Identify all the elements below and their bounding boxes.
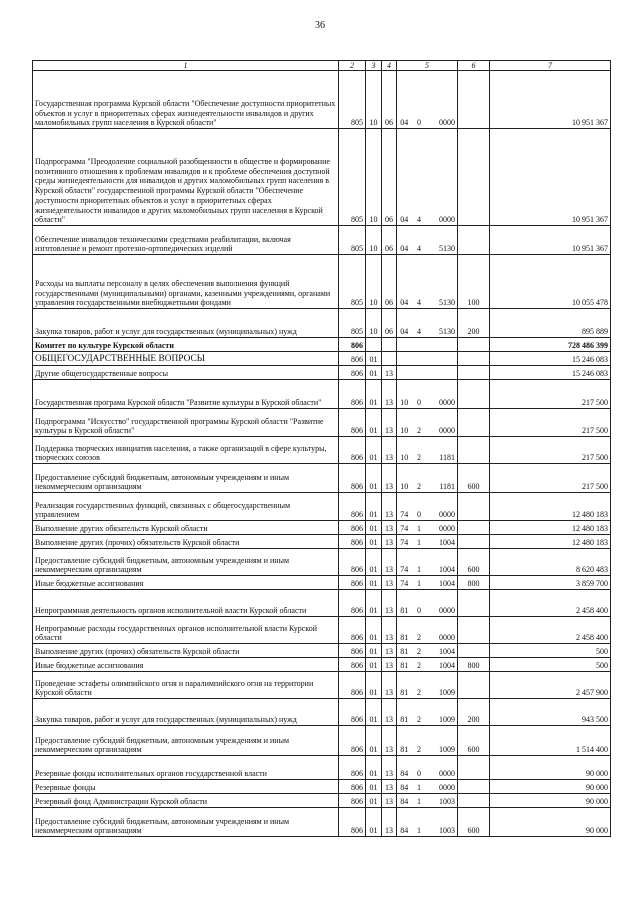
row-target-program: 04 — [397, 226, 412, 255]
row-amount: 90 000 — [490, 756, 611, 780]
row-ved: 806 — [339, 493, 366, 521]
row-subsection: 13 — [382, 535, 397, 549]
row-target-program: 74 — [397, 549, 412, 576]
row-target-subprogram: 2 — [412, 644, 427, 658]
row-target-subprogram: 0 — [412, 71, 427, 129]
row-target-program — [397, 352, 412, 366]
row-expense-type: 600 — [458, 464, 490, 493]
row-name: Иные бюджетные ассигнования — [33, 576, 339, 590]
row-target-program — [397, 338, 412, 352]
row-target-subprogram: 2 — [412, 464, 427, 493]
table-row — [33, 672, 611, 699]
row-name: Выполнение других обязательств Курской области — [33, 521, 339, 535]
row-subsection: 13 — [382, 521, 397, 535]
header-col-2: 2 — [339, 61, 366, 71]
row-ved: 806 — [339, 780, 366, 794]
row-target-program: 04 — [397, 129, 412, 226]
table-row — [33, 644, 611, 658]
row-expense-type — [458, 756, 490, 780]
row-name: Предоставление субсидий бюджетным, автономным учреждениям и иным некоммерческим организациям — [33, 808, 339, 837]
row-subsection: 13 — [382, 366, 397, 380]
row-section: 01 — [366, 380, 382, 409]
row-ved: 806 — [339, 808, 366, 837]
row-section: 01 — [366, 644, 382, 658]
row-name: Выполнение других (прочих) обязательств Курской области — [33, 535, 339, 549]
row-subsection: 06 — [382, 309, 397, 338]
row-target-code: 1004 — [427, 644, 458, 658]
row-expense-type — [458, 71, 490, 129]
row-target-code: 1009 — [427, 672, 458, 699]
row-ved: 805 — [339, 226, 366, 255]
row-target-subprogram: 1 — [412, 576, 427, 590]
row-name: Непрограммная деятельность органов исполнительной власти Курской области — [33, 590, 339, 617]
row-target-program: 81 — [397, 726, 412, 756]
table-row — [33, 521, 611, 535]
row-name: Расходы на выплаты персоналу в целях обеспечения выполнения функций государственными (муниципальными) органами, казенными учреждениями, органами управления государственными внебюджетными фондами — [33, 255, 339, 309]
row-ved: 806 — [339, 409, 366, 437]
row-ved: 806 — [339, 672, 366, 699]
row-section: 01 — [366, 493, 382, 521]
row-ved: 805 — [339, 255, 366, 309]
row-ved: 806 — [339, 590, 366, 617]
row-target-code: 5130 — [427, 309, 458, 338]
row-expense-type — [458, 226, 490, 255]
row-target-code: 1004 — [427, 549, 458, 576]
table-row — [33, 437, 611, 464]
row-ved: 806 — [339, 380, 366, 409]
row-target-program: 10 — [397, 380, 412, 409]
row-name: Другие общегосударственные вопросы — [33, 366, 339, 380]
table-row — [33, 309, 611, 338]
row-target-code: 0000 — [427, 617, 458, 644]
row-subsection: 13 — [382, 780, 397, 794]
row-target-program: 84 — [397, 808, 412, 837]
page-number: 36 — [315, 20, 325, 31]
row-amount: 217 500 — [490, 380, 611, 409]
row-amount: 90 000 — [490, 808, 611, 837]
row-target-code: 1181 — [427, 464, 458, 493]
row-amount: 217 500 — [490, 464, 611, 493]
table-row — [33, 756, 611, 780]
row-target-program: 10 — [397, 437, 412, 464]
row-amount: 10 951 367 — [490, 226, 611, 255]
table-row — [33, 726, 611, 756]
row-target-subprogram: 2 — [412, 409, 427, 437]
row-expense-type: 200 — [458, 699, 490, 726]
row-target-program: 04 — [397, 309, 412, 338]
table-row — [33, 794, 611, 808]
row-target-program: 81 — [397, 590, 412, 617]
row-amount: 12 480 183 — [490, 521, 611, 535]
row-section: 01 — [366, 726, 382, 756]
row-expense-type — [458, 352, 490, 366]
table-row — [33, 535, 611, 549]
row-expense-type: 800 — [458, 576, 490, 590]
row-expense-type — [458, 590, 490, 617]
row-name: Комитет по культуре Курской области — [33, 338, 339, 352]
row-expense-type — [458, 366, 490, 380]
row-subsection: 13 — [382, 464, 397, 493]
row-subsection: 13 — [382, 549, 397, 576]
row-expense-type — [458, 338, 490, 352]
row-target-code: 0000 — [427, 780, 458, 794]
row-expense-type: 600 — [458, 726, 490, 756]
row-target-code: 5130 — [427, 255, 458, 309]
table-row — [33, 576, 611, 590]
row-target-code: 1003 — [427, 794, 458, 808]
row-expense-type — [458, 794, 490, 808]
row-expense-type — [458, 644, 490, 658]
row-target-program: 84 — [397, 756, 412, 780]
row-expense-type — [458, 380, 490, 409]
row-target-subprogram: 1 — [412, 521, 427, 535]
header-col-5: 5 — [397, 61, 458, 71]
row-section: 01 — [366, 549, 382, 576]
row-ved: 806 — [339, 726, 366, 756]
row-ved: 806 — [339, 535, 366, 549]
row-subsection: 13 — [382, 617, 397, 644]
table-row — [33, 780, 611, 794]
header-row — [33, 61, 611, 71]
row-section: 10 — [366, 71, 382, 129]
row-name: Непрограмные расходы государственных органов исполнительной власти Курской области — [33, 617, 339, 644]
row-name: Подпрограмма "Преодоление социальной разобщенности в обществе и формирование позитивного отношения к проблемам инвалидов и к проблеме обеспечения доступной среды жизнедеятельности для инвалидов и других маломобильных групп населения в Курской области" государственной программы Курской области "Обеспечение доступности приоритетных объектов и услуг в приоритетных сферах жизнедеятельности инвалидов и других маломобильных групп населения в Курской области" — [33, 129, 339, 226]
table-row — [33, 658, 611, 672]
row-target-subprogram: 2 — [412, 658, 427, 672]
row-subsection: 13 — [382, 576, 397, 590]
row-expense-type — [458, 493, 490, 521]
row-name: Закупка товаров, работ и услуг для государственных (муниципальных) нужд — [33, 699, 339, 726]
row-expense-type — [458, 409, 490, 437]
row-name: Государственная программа Курской области "Обеспечение доступности приоритетных объектов и услуг в приоритетных сферах жизнедеятельности инвалидов и других маломобильных групп населения в Курской области" — [33, 71, 339, 129]
row-section: 01 — [366, 521, 382, 535]
row-target-program: 81 — [397, 644, 412, 658]
row-target-code: 0000 — [427, 756, 458, 780]
row-amount: 500 — [490, 658, 611, 672]
row-target-subprogram — [412, 366, 427, 380]
row-target-subprogram — [412, 352, 427, 366]
row-expense-type: 800 — [458, 658, 490, 672]
row-target-code: 0000 — [427, 380, 458, 409]
table-row — [33, 699, 611, 726]
row-target-program: 74 — [397, 535, 412, 549]
row-expense-type — [458, 617, 490, 644]
header-col-4: 4 — [382, 61, 397, 71]
row-target-program: 81 — [397, 658, 412, 672]
row-target-code: 5130 — [427, 226, 458, 255]
row-section: 01 — [366, 794, 382, 808]
row-section: 01 — [366, 617, 382, 644]
row-expense-type — [458, 672, 490, 699]
table-row — [33, 338, 611, 352]
row-subsection: 13 — [382, 380, 397, 409]
row-section — [366, 338, 382, 352]
row-subsection: 13 — [382, 808, 397, 837]
row-ved: 806 — [339, 366, 366, 380]
row-amount: 12 480 183 — [490, 493, 611, 521]
row-subsection — [382, 352, 397, 366]
row-subsection: 13 — [382, 409, 397, 437]
row-section: 01 — [366, 808, 382, 837]
row-amount: 2 458 400 — [490, 590, 611, 617]
row-amount: 2 457 900 — [490, 672, 611, 699]
header-col-3: 3 — [366, 61, 382, 71]
row-target-program: 74 — [397, 576, 412, 590]
table-row — [33, 129, 611, 226]
row-section: 01 — [366, 756, 382, 780]
row-target-program: 81 — [397, 672, 412, 699]
row-section: 01 — [366, 409, 382, 437]
row-target-subprogram: 4 — [412, 309, 427, 338]
row-name: Поддержка творческих инициатив населения, а также организаций в сфере культуры, творческих союзов — [33, 437, 339, 464]
header-col-1: 1 — [33, 61, 339, 71]
row-amount: 728 486 399 — [490, 338, 611, 352]
row-amount: 90 000 — [490, 794, 611, 808]
row-subsection: 13 — [382, 756, 397, 780]
row-target-program: 74 — [397, 521, 412, 535]
row-ved: 806 — [339, 576, 366, 590]
row-target-code: 1004 — [427, 658, 458, 672]
table-row — [33, 617, 611, 644]
row-section: 10 — [366, 309, 382, 338]
row-subsection — [382, 338, 397, 352]
row-section: 01 — [366, 366, 382, 380]
row-target-code: 1009 — [427, 699, 458, 726]
row-section: 01 — [366, 780, 382, 794]
table-row — [33, 464, 611, 493]
row-subsection: 13 — [382, 658, 397, 672]
row-target-subprogram: 0 — [412, 493, 427, 521]
row-section: 01 — [366, 464, 382, 493]
row-target-program: 74 — [397, 493, 412, 521]
row-amount: 217 500 — [490, 409, 611, 437]
row-section: 10 — [366, 255, 382, 309]
table-row — [33, 409, 611, 437]
table-row — [33, 366, 611, 380]
row-amount: 2 458 400 — [490, 617, 611, 644]
row-ved: 806 — [339, 699, 366, 726]
row-target-subprogram: 2 — [412, 437, 427, 464]
row-section: 01 — [366, 699, 382, 726]
row-ved: 806 — [339, 658, 366, 672]
row-expense-type — [458, 521, 490, 535]
header-col-7: 7 — [490, 61, 611, 71]
row-expense-type: 600 — [458, 549, 490, 576]
row-target-program: 10 — [397, 409, 412, 437]
row-target-subprogram: 1 — [412, 808, 427, 837]
row-target-code: 0000 — [427, 493, 458, 521]
row-amount: 10 055 478 — [490, 255, 611, 309]
row-name: Резервный фонд Администрации Курской области — [33, 794, 339, 808]
row-section: 01 — [366, 590, 382, 617]
row-name: Выполнение других (прочих) обязательств Курской области — [33, 644, 339, 658]
row-target-code: 0000 — [427, 71, 458, 129]
row-target-code: 1004 — [427, 576, 458, 590]
row-section: 01 — [366, 437, 382, 464]
row-subsection: 13 — [382, 590, 397, 617]
row-ved: 806 — [339, 437, 366, 464]
row-ved: 806 — [339, 464, 366, 493]
row-ved: 806 — [339, 617, 366, 644]
row-name: Предоставление субсидий бюджетным, автономным учреждениям и иным некоммерческим организациям — [33, 549, 339, 576]
row-target-program: 81 — [397, 699, 412, 726]
row-target-code: 1009 — [427, 726, 458, 756]
row-expense-type: 200 — [458, 309, 490, 338]
row-ved: 806 — [339, 521, 366, 535]
table-row — [33, 255, 611, 309]
row-target-code — [427, 366, 458, 380]
row-name: Закупка товаров, работ и услуг для государственных (муниципальных) нужд — [33, 309, 339, 338]
row-amount: 10 951 367 — [490, 71, 611, 129]
row-subsection: 13 — [382, 437, 397, 464]
row-target-program — [397, 366, 412, 380]
row-target-subprogram: 2 — [412, 617, 427, 644]
row-target-subprogram: 1 — [412, 549, 427, 576]
row-name: Реализация государственных функций, связанных с общегосударственным управлением — [33, 493, 339, 521]
row-subsection: 06 — [382, 226, 397, 255]
row-target-code: 1181 — [427, 437, 458, 464]
row-ved: 806 — [339, 338, 366, 352]
row-target-subprogram — [412, 338, 427, 352]
table-row — [33, 380, 611, 409]
row-ved: 805 — [339, 309, 366, 338]
row-subsection: 13 — [382, 672, 397, 699]
row-ved: 805 — [339, 71, 366, 129]
row-ved: 806 — [339, 644, 366, 658]
row-target-subprogram: 1 — [412, 780, 427, 794]
row-target-subprogram: 2 — [412, 672, 427, 699]
row-expense-type: 600 — [458, 808, 490, 837]
row-expense-type: 100 — [458, 255, 490, 309]
row-target-subprogram: 2 — [412, 726, 427, 756]
row-target-subprogram: 4 — [412, 129, 427, 226]
row-name: Государственная програма Курской области "Развитие культуры в Курской области" — [33, 380, 339, 409]
row-target-subprogram: 4 — [412, 226, 427, 255]
row-target-code — [427, 338, 458, 352]
row-name: Подпрограмма "Искусство" государственной программы Курской области "Развитие культуры в Курской области" — [33, 409, 339, 437]
row-expense-type — [458, 780, 490, 794]
table-row — [33, 71, 611, 129]
row-subsection: 13 — [382, 699, 397, 726]
row-section: 10 — [366, 129, 382, 226]
row-target-program: 84 — [397, 794, 412, 808]
row-target-program: 04 — [397, 255, 412, 309]
header-col-6: 6 — [458, 61, 490, 71]
row-name: Резервные фонды — [33, 780, 339, 794]
row-name: Резервные фонды исполнительных органов государственной власти — [33, 756, 339, 780]
row-expense-type — [458, 437, 490, 464]
table-row — [33, 226, 611, 255]
row-subsection: 06 — [382, 255, 397, 309]
row-target-code: 1004 — [427, 535, 458, 549]
row-subsection: 13 — [382, 493, 397, 521]
row-amount: 10 951 367 — [490, 129, 611, 226]
row-target-code — [427, 352, 458, 366]
table-row — [33, 352, 611, 366]
row-ved: 806 — [339, 352, 366, 366]
row-amount: 895 889 — [490, 309, 611, 338]
row-target-subprogram: 1 — [412, 535, 427, 549]
row-target-program: 84 — [397, 780, 412, 794]
row-section: 01 — [366, 576, 382, 590]
row-section: 01 — [366, 672, 382, 699]
row-section: 01 — [366, 352, 382, 366]
row-ved: 806 — [339, 794, 366, 808]
row-target-subprogram: 0 — [412, 756, 427, 780]
row-ved: 806 — [339, 549, 366, 576]
table-row — [33, 590, 611, 617]
row-amount: 90 000 — [490, 780, 611, 794]
row-amount: 8 620 483 — [490, 549, 611, 576]
row-amount: 1 514 400 — [490, 726, 611, 756]
row-name: Обеспечение инвалидов техническими средствами реабилитации, включая изготовление и ремонт протезно-ортопедических изделий — [33, 226, 339, 255]
row-ved: 806 — [339, 756, 366, 780]
row-target-code: 0000 — [427, 409, 458, 437]
row-amount: 943 500 — [490, 699, 611, 726]
row-target-program: 81 — [397, 617, 412, 644]
row-name: Предоставление субсидий бюджетным, автономным учреждениям и иным некоммерческим организациям — [33, 726, 339, 756]
row-section: 01 — [366, 658, 382, 672]
row-subsection: 13 — [382, 794, 397, 808]
row-target-subprogram: 4 — [412, 255, 427, 309]
row-section: 10 — [366, 226, 382, 255]
row-section: 01 — [366, 535, 382, 549]
row-expense-type — [458, 129, 490, 226]
row-target-subprogram: 0 — [412, 380, 427, 409]
row-target-subprogram: 2 — [412, 699, 427, 726]
row-target-code: 0000 — [427, 590, 458, 617]
row-expense-type — [458, 535, 490, 549]
row-ved: 805 — [339, 129, 366, 226]
row-target-subprogram: 1 — [412, 794, 427, 808]
row-amount: 217 500 — [490, 437, 611, 464]
row-subsection: 06 — [382, 71, 397, 129]
row-name: ОБЩЕГОСУДАРСТВЕННЫЕ ВОПРОСЫ — [33, 352, 339, 366]
row-name: Иные бюджетные ассигнования — [33, 658, 339, 672]
table-row — [33, 493, 611, 521]
row-amount: 15 246 083 — [490, 352, 611, 366]
row-amount: 12 480 183 — [490, 535, 611, 549]
row-target-program: 10 — [397, 464, 412, 493]
row-subsection: 13 — [382, 644, 397, 658]
row-target-subprogram: 0 — [412, 590, 427, 617]
row-name: Предоставление субсидий бюджетным, автономным учреждениям и иным некоммерческим организациям — [33, 464, 339, 493]
row-name: Проведение эстафеты олимпийского огня и паралимпийского огня на территории Курской области — [33, 672, 339, 699]
row-amount: 3 859 700 — [490, 576, 611, 590]
row-subsection: 06 — [382, 129, 397, 226]
row-target-code: 0000 — [427, 521, 458, 535]
row-target-code: 0000 — [427, 129, 458, 226]
row-subsection: 13 — [382, 726, 397, 756]
table-row — [33, 549, 611, 576]
row-target-program: 04 — [397, 71, 412, 129]
row-amount: 15 246 083 — [490, 366, 611, 380]
row-target-code: 1003 — [427, 808, 458, 837]
table-row — [33, 808, 611, 837]
budget-table — [32, 60, 611, 837]
row-amount: 500 — [490, 644, 611, 658]
